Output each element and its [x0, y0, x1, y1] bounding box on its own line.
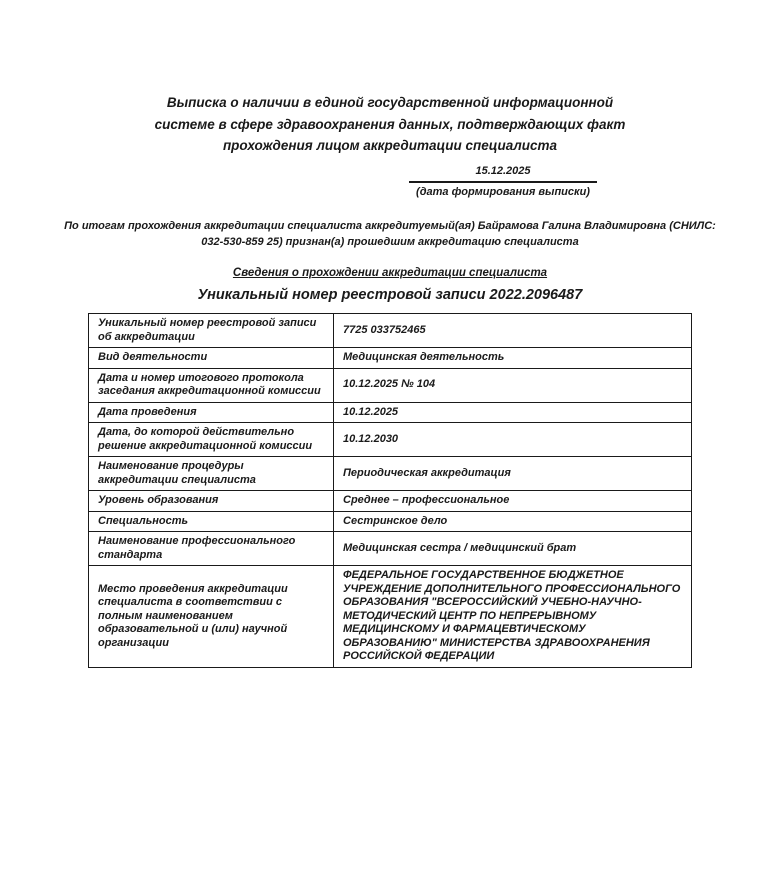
- accreditation-summary-line: 032-530-859 25) признан(а) прошедшим аккредитацию специалиста: [201, 235, 579, 248]
- field-label-cell: Уровень образования: [89, 491, 334, 512]
- field-value-cell: 7725 033752465: [334, 314, 692, 348]
- field-label-cell: Вид деятельности: [89, 348, 334, 369]
- document-title-line: Выписка о наличии в единой государственной информационной: [166, 95, 614, 110]
- accreditation-summary-line: По итогам прохождения аккредитации специалиста аккредитуемый(ая) Байрамова Галина Владимировна (СНИЛС:: [64, 220, 716, 232]
- generation-date-block: [409, 164, 597, 199]
- field-value-cell: Сестринское дело: [334, 511, 692, 532]
- table-row: [89, 423, 692, 457]
- generation-date: 15.12.2025: [409, 164, 597, 183]
- table-row: [89, 348, 692, 369]
- field-value-cell: 10.12.2025 № 104: [334, 368, 692, 402]
- field-value-cell: 10.12.2030: [334, 423, 692, 457]
- field-label-cell: Дата проведения: [89, 402, 334, 423]
- table-row: [89, 511, 692, 532]
- document-title-line: прохождения лицом аккредитации специалиста: [222, 138, 558, 153]
- generation-date-caption: (дата формирования выписки): [416, 186, 590, 198]
- field-label-cell: Дата и номер итогового протокола заседания аккредитационной комиссии: [89, 368, 334, 402]
- field-value-cell: Медицинская деятельность: [334, 348, 692, 369]
- field-value-cell: 10.12.2025: [334, 402, 692, 423]
- field-label-cell: Место проведения аккредитации специалиста в соответствии с полным наименованием образовательной и (или) научной организации: [89, 566, 334, 668]
- table-row: [89, 314, 692, 348]
- accreditation-summary: [50, 219, 730, 250]
- field-value-cell: Среднее – профессиональное: [334, 491, 692, 512]
- document-title: [0, 92, 780, 157]
- field-label-cell: Уникальный номер реестровой записи об аккредитации: [89, 314, 334, 348]
- document-title-line: системе в сфере здравоохранения данных, подтверждающих факт: [154, 116, 626, 132]
- registry-number-heading: Уникальный номер реестровой записи 2022.2096487: [197, 287, 583, 303]
- field-label-cell: Дата, до которой действительно решение аккредитационной комиссии: [89, 423, 334, 457]
- table-row: [89, 566, 692, 668]
- field-value-cell: ФЕДЕРАЛЬНОЕ ГОСУДАРСТВЕННОЕ БЮДЖЕТНОЕ УЧРЕЖДЕНИЕ ДОПОЛНИТЕЛЬНОГО ПРОФЕССИОНАЛЬНОГО ОБРАЗОВАНИЯ "ВСЕРОССИЙСКИЙ УЧЕБНО-НАУЧНО-МЕТОДИЧЕСКИЙ ЦЕНТР ПО НЕПРЕРЫВНОМУ МЕДИЦИНСКОМУ И ФАРМАЦЕВТИЧЕСКОМУ ОБРАЗОВАНИЮ" МИНИСТЕРСТВА ЗДРАВООХРАНЕНИЯ РОССИЙСКОЙ ФЕДЕРАЦИИ: [334, 566, 692, 668]
- section-heading: Сведения о прохождении аккредитации специалиста: [232, 267, 548, 279]
- table-row: [89, 491, 692, 512]
- field-label-cell: Наименование процедуры аккредитации специалиста: [89, 457, 334, 491]
- table-row: [89, 368, 692, 402]
- field-value-cell: Периодическая аккредитация: [334, 457, 692, 491]
- field-label-cell: Наименование профессионального стандарта: [89, 532, 334, 566]
- table-row: [89, 402, 692, 423]
- table-row: [89, 532, 692, 566]
- field-value-cell: Медицинская сестра / медицинский брат: [334, 532, 692, 566]
- table-row: [89, 457, 692, 491]
- field-label-cell: Специальность: [89, 511, 334, 532]
- accreditation-details-table: [88, 313, 692, 668]
